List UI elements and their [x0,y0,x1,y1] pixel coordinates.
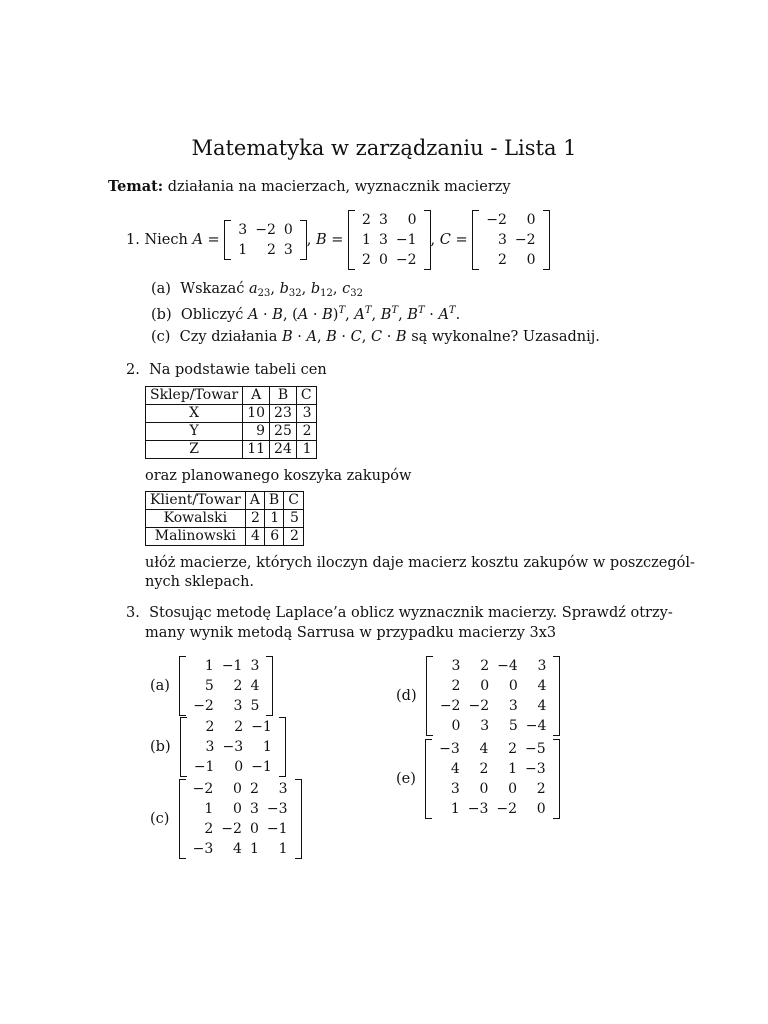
table-cell: 6 [264,528,283,546]
right-bracket [279,717,286,777]
table-row [146,510,304,528]
matrix-entry: 4 [233,841,242,857]
table-cell: 11 [243,441,270,459]
matrix-row [436,676,551,696]
matrix-entry: 2 [233,678,243,694]
matrix-entry: 3 [250,658,260,674]
matrix-entry: −5 [525,741,546,757]
table-row [146,405,317,423]
matrix-entry: 2 [249,781,259,797]
table-cell: Malinowski [146,528,246,546]
matrix-entry: 0 [407,212,417,228]
matrix-entry: −1 [266,821,288,837]
matrix-entry: 2 [205,719,215,735]
matrix-row [358,250,420,270]
matrix-3d [426,656,561,736]
matrix-row [189,676,263,696]
task2-outro-2: nych sklepach. [145,574,255,590]
table-row [146,528,304,546]
task3-part-a: (a) 1 −1 3 5 2 4 −2 3 5 [150,656,273,716]
matrix-row [189,799,292,819]
table-cell: 24 [270,441,297,459]
matrix-entry: −3 [525,761,546,777]
table-header-row [146,492,304,510]
task3-part-e: (e) −3 4 2 −5 4 2 1 −3 3 0 0 2 1 −3 −2 0 [396,739,560,819]
table-cell: 1 [296,441,316,459]
matrix-entry: 3 [233,698,243,714]
matrix-row [190,757,276,777]
left-bracket [425,739,432,819]
left-bracket [426,656,433,736]
task2-outro-1: ułóż macierze, których iloczyn daje macierz kosztu zakupów w poszczegól- [145,555,695,571]
task3-part-c: (c) −2 0 2 3 1 0 3 −3 2 −2 0 −1 −3 4 1 1 [150,779,302,859]
matrix-entry: −3 [467,801,489,817]
table-cell: Z [146,441,243,459]
matrix-entry: 2 [234,719,244,735]
matrix-row [358,230,420,250]
matrix-entry: −3 [222,739,244,755]
matrix-row [189,779,292,799]
matrix-entry: 3 [480,718,490,734]
matrix-entry: 2 [266,242,276,258]
matrix-entry: −1 [251,759,272,775]
matrix-entry: 2 [479,761,489,777]
matrix-row [482,210,539,230]
table-row [146,423,317,441]
matrix-entry: −3 [266,801,288,817]
matrix-entry: 4 [450,761,460,777]
matrix-entry: −2 [439,698,461,714]
matrix-row [234,220,296,240]
matrix-entry: 1 [278,841,288,857]
matrix-entry: 3 [537,658,547,674]
table-header-cell: Klient/Towar [146,492,246,510]
left-bracket [179,656,186,716]
matrix-entry: −1 [395,232,417,248]
matrix-entry: 2 [204,821,214,837]
matrix-entry: 0 [479,781,489,797]
matrix-entry: 3 [283,242,293,258]
matrix-entry: 0 [233,781,242,797]
matrix-entry: 2 [480,658,490,674]
matrix-entry: 1 [262,739,272,755]
matrix-entry: 0 [480,678,490,694]
task3-text-2: many wynik metodą Sarrusa w przypadku macierzy 3x3 [145,625,557,641]
matrix-entry: 0 [451,718,461,734]
task3-text-1: 3. Stosując metodę Laplace’a oblicz wyznacznik macierzy. Sprawdź otrzy- [126,605,673,621]
right-bracket [543,210,550,270]
left-bracket [179,779,186,859]
matrix-entry: 0 [526,212,536,228]
matrix-row [435,799,550,819]
right-bracket [300,220,307,260]
matrix-C [472,210,549,270]
task3-part-b: (b) 2 2 −1 3 −3 1 −1 0 −1 [150,717,286,777]
matrix-entry: −2 [514,232,536,248]
right-bracket [553,739,560,819]
table-cell: 25 [270,423,297,441]
basket-table [145,491,304,546]
table-header-cell: C [284,492,304,510]
matrix-entry: −1 [193,759,215,775]
matrix-entry: 3 [450,781,460,797]
matrix-entry: 3 [378,212,388,228]
matrix-row [234,240,296,260]
matrix-entry: −2 [255,222,276,238]
table-header-cell: Sklep/Towar [146,387,243,405]
matrix-entry: 5 [508,718,518,734]
matrix-3a [179,656,273,716]
matrix-row [190,737,276,757]
matrix-entry: 0 [526,252,536,268]
task3-part-d: (d) 3 2 −4 3 2 0 0 4 −2 −2 3 4 0 3 5 −4 [396,656,560,736]
matrix-entry: 4 [537,698,547,714]
matrix-entry: −2 [193,698,214,714]
task1-part-a: (a) Wskazać $a_{23}$, $b_{32}$, $b_{12}$, $c_{32}$ [151,281,363,299]
table-header-row [146,387,317,405]
matrix-entry: −2 [192,781,214,797]
table-row [146,441,317,459]
matrix-entry: 3 [508,698,518,714]
matrix-entry: 2 [362,252,371,268]
left-bracket [180,717,187,777]
matrix-entry: 2 [536,781,546,797]
table-cell: 2 [296,423,316,441]
right-bracket [266,656,273,716]
table-cell: 5 [284,510,304,528]
matrix-entry: −1 [251,719,272,735]
matrix-row [189,819,292,839]
matrix-entry: 0 [508,781,518,797]
matrix-entry: 1 [238,242,248,258]
right-bracket [553,656,560,736]
matrix-row [436,716,551,736]
matrix-entry: 0 [249,821,259,837]
matrix-entry: 5 [250,698,260,714]
task1-definition: 1. Niech A = 3 −2 0 1 2 3 , B = 2 3 0 1 3 −1 2 0 −2 , C = −2 0 3 −2 2 0 [126,210,550,270]
matrix-row [436,656,551,676]
table-cell: 1 [264,510,283,528]
task1-part-c: (c) Czy działania B · A, B · C, C · B są wykonalne? Uzasadnij. [151,329,600,345]
table-cell: X [146,405,243,423]
matrix-row [189,696,263,716]
matrix-entry: 0 [536,801,546,817]
matrix-entry: −2 [395,252,417,268]
matrix-row [435,739,550,759]
matrix-row [436,696,551,716]
table-header-cell: A [245,492,264,510]
matrix-3c [179,779,302,859]
table-cell: 2 [284,528,304,546]
task1-number: 1. [126,232,140,248]
left-bracket [224,220,231,260]
table-cell: 23 [270,405,297,423]
table-cell: 10 [243,405,270,423]
matrix-entry: 3 [497,232,507,248]
task2-intro: 2. Na podstawie tabeli cen [126,362,327,378]
right-bracket [424,210,431,270]
matrix-entry: 3 [378,232,388,248]
topic-line [108,178,511,195]
table-header-cell: B [264,492,283,510]
matrix-entry: −2 [496,801,518,817]
matrix-entry: −4 [497,658,518,674]
matrix-entry: 0 [508,678,518,694]
table-header-cell: C [296,387,316,405]
matrix-entry: 1 [508,761,518,777]
topic-text: działania na macierzach, wyznacznik macierzy [163,179,511,195]
matrix-row [189,839,292,859]
left-bracket [472,210,479,270]
matrix-entry: 5 [204,678,214,694]
table-cell: 3 [296,405,316,423]
matrix-entry: 2 [451,678,461,694]
matrix-row [482,230,539,250]
matrix-entry: 1 [362,232,371,248]
matrix-entry: 1 [249,841,259,857]
matrix-entry: −3 [192,841,214,857]
matrix-row [358,210,420,230]
task2-middle-text: oraz planowanego koszyka zakupów [145,468,412,484]
matrix-A [224,220,306,260]
matrix-3e [425,739,560,819]
matrix-entry: 4 [479,741,489,757]
matrix-row [435,779,550,799]
matrix-entry: −1 [221,658,243,674]
table-cell: Y [146,423,243,441]
task1-intro: Niech [144,232,188,248]
table-cell: 4 [245,528,264,546]
matrix-entry: −2 [221,821,242,837]
matrix-entry: 3 [249,801,259,817]
matrix-row [189,656,263,676]
topic-label: Temat: [108,178,164,195]
matrix-entry: −2 [486,212,507,228]
matrix-entry: 3 [205,739,215,755]
matrix-entry: 1 [204,801,214,817]
task1-part-b: (b) Obliczyć A · B, $(A \cdot B)^T$, $A^T$, $B^T$, $B^T \cdot A^T$. [151,305,461,323]
matrix-entry: 1 [204,658,214,674]
matrix-row [482,250,539,270]
page-title: Matematyka w zarządzaniu - Lista 1 [191,136,577,160]
table-cell: Kowalski [146,510,246,528]
matrix-row [190,717,276,737]
matrix-entry: 1 [450,801,460,817]
matrix-3b [180,717,286,777]
table-header-cell: A [243,387,270,405]
table-header-cell: B [270,387,297,405]
table-cell: 9 [243,423,270,441]
left-bracket [348,210,355,270]
matrix-entry: 0 [233,801,242,817]
matrix-entry: −2 [468,698,490,714]
table-cell: 2 [245,510,264,528]
matrix-row [435,759,550,779]
price-table [145,386,317,459]
matrix-entry: 3 [451,658,461,674]
matrix-entry: 4 [537,678,547,694]
matrix-B [348,210,430,270]
matrix-entry: 2 [362,212,371,228]
matrix-entry: −3 [439,741,460,757]
matrix-entry: 4 [250,678,260,694]
matrix-entry: 0 [283,222,293,238]
matrix-entry: 3 [278,781,288,797]
matrix-entry: 0 [234,759,244,775]
matrix-entry: 3 [238,222,248,238]
matrix-entry: −4 [525,718,547,734]
matrix-entry: 2 [508,741,518,757]
matrix-entry: 2 [497,252,507,268]
right-bracket [295,779,302,859]
matrix-entry: 0 [378,252,388,268]
